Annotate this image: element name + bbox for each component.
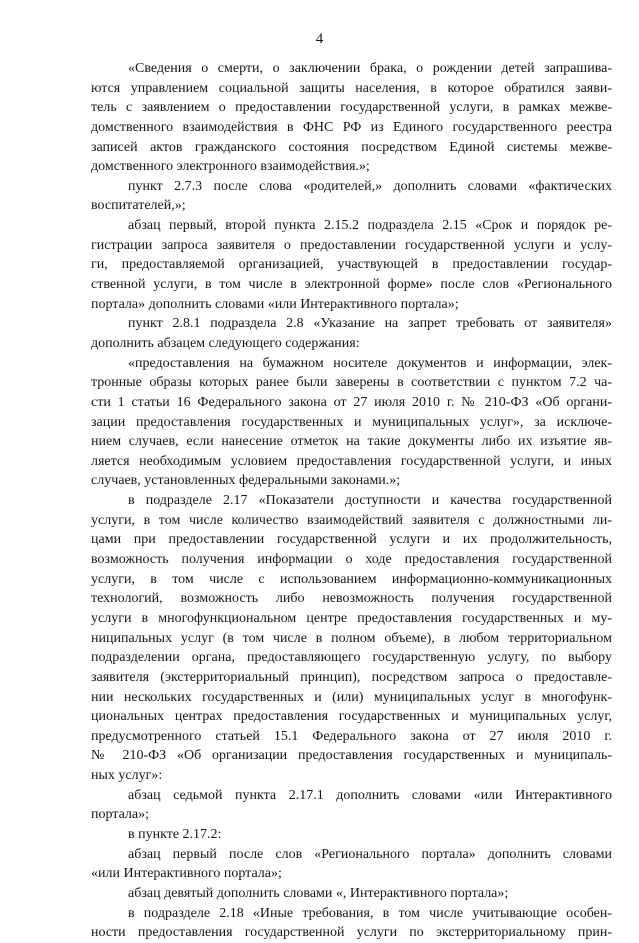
text-line: подразделении органа, предоставляющего государственную услугу, по выбору: [91, 650, 612, 666]
text-line: «или Интерактивного портала»;: [91, 866, 282, 882]
text-line: заявителя (экстерриториальный принцип), посредством запроса о предоставле-: [91, 669, 612, 685]
text-line: «предоставления на бумажном носителе документов и информации, элек-: [128, 355, 612, 371]
text-line: дополнить абзацем следующего содержания:: [91, 335, 360, 351]
text-line: возможность получения информации о ходе предоставления государственной: [91, 552, 612, 568]
text-line: циональных центрах предоставления государственных и муниципальных услуг,: [91, 709, 612, 725]
text-line: воспитателей,»;: [91, 198, 186, 214]
text-line: домственного электронного взаимодействия.»;: [91, 159, 370, 175]
text-line: записей актов гражданского состояния посредством Единой системы межве-: [91, 139, 612, 155]
text-line: ственной услуги, в том числе в электронной форме» после слов «Регионального: [91, 277, 612, 293]
text-line: цами при предоставлении государственной услуги и их продолжительность,: [91, 532, 612, 548]
text-line: портала»;: [91, 807, 150, 823]
text-line: случаев, установленных федеральными законами.»;: [91, 473, 401, 489]
text-line: в подразделе 2.18 «Иные требования, в том числе учитывающие особен-: [128, 905, 612, 921]
text-line: зации предоставления государственных и муниципальных услуг», за исключе-: [91, 414, 612, 430]
text-line: ляется необходимым условием предоставления государственной услуги, и иных: [91, 453, 612, 469]
text-line: портала» дополнить словами «или Интерактивного портала»;: [91, 296, 459, 312]
text-line: тронные образы которых ранее были заверены в соответствии с пунктом 7.2 ча-: [91, 375, 612, 391]
text-line: абзац первый после слов «Регионального портала» дополнить словами: [128, 846, 612, 862]
text-line: предусмотренного статьей 15.1 Федерального закона от 27 июля 2010 г.: [91, 728, 612, 744]
text-line: абзац девятый дополнить словами «, Интерактивного портала»;: [128, 885, 509, 901]
text-line: нием случаев, если нанесение отметок на такие документы либо их изъятие яв-: [91, 434, 612, 450]
text-line: тель с заявлением о предоставлении государственной услуги, в рамках межве-: [91, 100, 612, 116]
text-line: гистрации запроса заявителя о предоставлении государственной услуги и услу-: [91, 237, 612, 253]
text-line: «Сведения о смерти, о заключении брака, о рождении детей запрашива-: [128, 61, 612, 76]
text-line: пункт 2.7.3 после слова «родителей,» дополнить словами «фактических: [128, 178, 612, 194]
text-line: в пункте 2.17.2:: [128, 826, 222, 842]
text-line: ги, предоставляемой организацией, участвующей в предоставлении государ-: [91, 257, 612, 273]
text-line: ниципальных услуг (в том числе в полном объеме), в любом территориальном: [91, 630, 612, 646]
text-line: № 210-ФЗ «Об организации предоставления государственных и муниципаль-: [91, 748, 612, 764]
text-line: абзац седьмой пункта 2.17.1 дополнить словами «или Интерактивного: [128, 787, 612, 803]
text-line: пункт 2.8.1 подраздела 2.8 «Указание на запрет требовать от заявителя»: [128, 316, 612, 332]
text-line: услуги, в том числе количество взаимодействий заявителя с должностными ли-: [91, 512, 612, 528]
text-line: ются управлением социальной защиты населения, в которое обратился заяви-: [91, 80, 612, 96]
text-line: сти 1 статьи 16 Федерального закона от 27 июля 2010 г. № 210-ФЗ «Об органи-: [91, 394, 612, 410]
text-line: ных услуг»:: [91, 768, 163, 784]
text-line: абзац первый, второй пункта 2.15.2 подраздела 2.15 «Срок и порядок ре-: [128, 218, 612, 234]
document-body: [91, 59, 612, 943]
text-line: ности предоставления государственной услуги по экстерриториальному прин-: [91, 925, 612, 941]
text-line: услуги в многофункциональном центре предоставления государственных и му-: [91, 610, 612, 626]
text-line: услуги, в том числе с использованием информационно-коммуникационных: [91, 571, 612, 587]
page-number: 4: [315, 31, 324, 47]
text-line: в подразделе 2.17 «Показатели доступности и качества государственной: [128, 493, 612, 509]
text-line: домственного взаимодействия в ФНС РФ из Единого государственного реестра: [91, 119, 612, 135]
text-line: технологий, возможность либо невозможность получения государственной: [91, 591, 612, 607]
text-line: нии нескольких государственных и (или) муниципальных услуг в многофунк-: [91, 689, 612, 705]
